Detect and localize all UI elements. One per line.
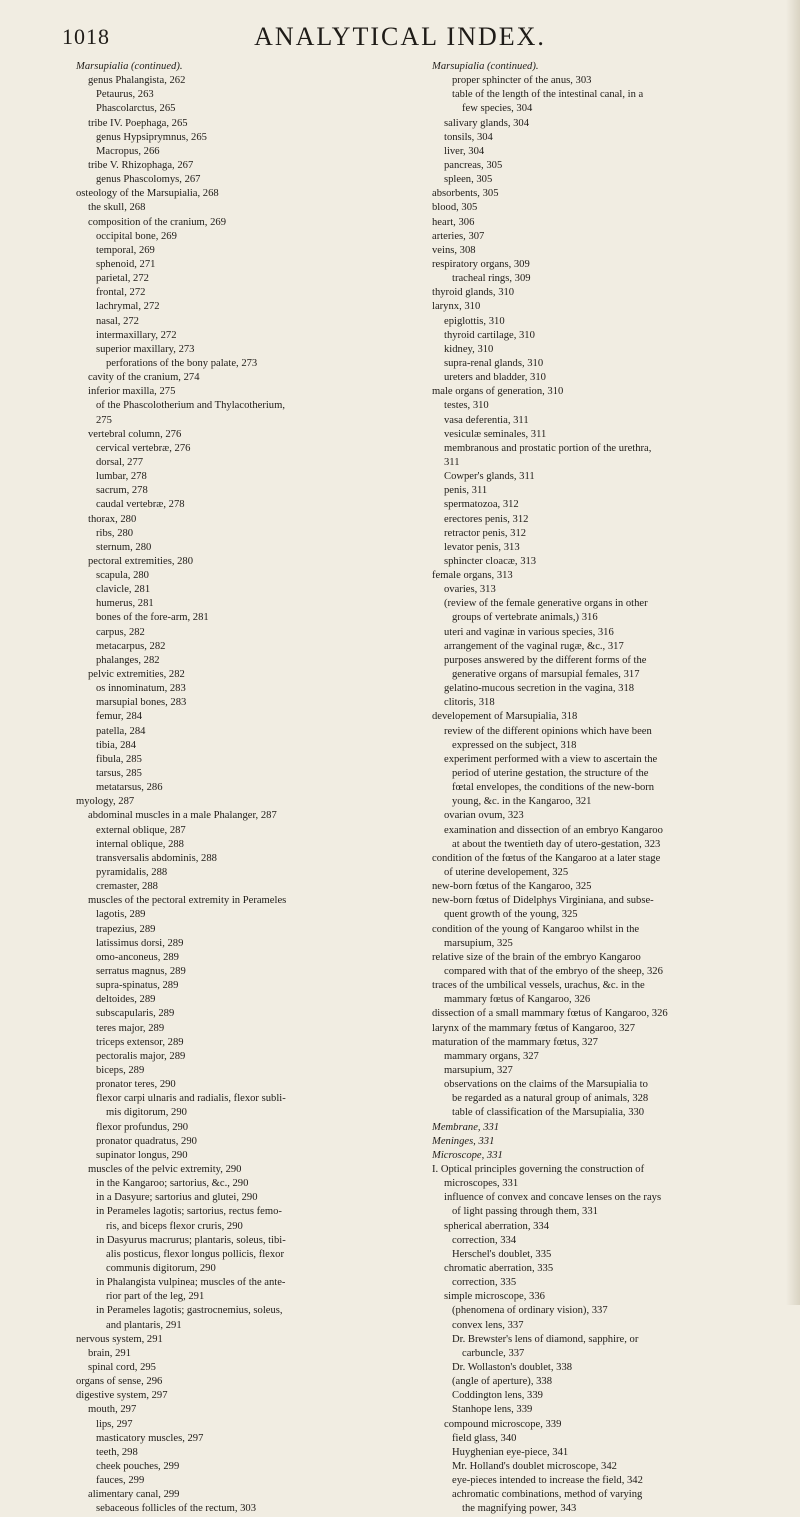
right-column (432, 60, 782, 1516)
index-entry: trapezius, 289 (96, 923, 156, 935)
index-entry: caudal vertebræ, 278 (96, 499, 185, 511)
index-entry: abdominal muscles in a male Phalanger, 287 (88, 810, 277, 822)
index-entry: cervical vertebræ, 276 (96, 442, 191, 454)
index-entry: supinator longus, 290 (96, 1149, 188, 1161)
index-entry: condition of the fœtus of the Kangaroo at a later stage (432, 852, 661, 864)
index-entry: of uterine developement, 325 (444, 867, 569, 879)
index-entry: ris, and biceps flexor cruris, 290 (106, 1220, 243, 1232)
index-entry: uteri and vaginæ in various species, 316 (444, 626, 614, 638)
index-entry: male organs of generation, 310 (432, 386, 564, 398)
index-entry: Marsupialia (continued). (432, 61, 539, 72)
index-entry: spinal cord, 295 (88, 1361, 156, 1373)
index-entry: metacarpus, 282 (96, 640, 166, 652)
index-entry: Stanhope lens, 339 (452, 1404, 533, 1416)
index-entry: Membrane, 331 (432, 1121, 500, 1133)
index-entry: salivary glands, 304 (444, 117, 530, 129)
index-entry: mouth, 297 (88, 1404, 137, 1416)
index-entry: os innominatum, 283 (96, 683, 186, 695)
index-entry: nervous system, 291 (76, 1333, 163, 1345)
index-entry: new-born fœtus of the Kangaroo, 325 (432, 881, 592, 893)
page-number: 1018 (62, 24, 110, 49)
index-entry: few species, 304 (462, 103, 533, 115)
index-entry: perforations of the bony palate, 273 (106, 357, 258, 369)
index-entry: pyramidalis, 288 (96, 867, 168, 879)
index-entry: respiratory organs, 309 (432, 258, 530, 270)
index-entry: chromatic aberration, 335 (444, 1262, 554, 1274)
index-entry: transversalis abdominis, 288 (96, 852, 217, 864)
index-entry: thorax, 280 (88, 513, 137, 525)
index-entry: compound microscope, 339 (444, 1418, 562, 1430)
index-entry: new-born fœtus of Didelphys Virginiana, and subse- (432, 895, 654, 907)
index-entry: superior maxillary, 273 (96, 343, 195, 355)
index-entry: dorsal, 277 (96, 456, 144, 468)
index-entry: tribe IV. Poephaga, 265 (88, 117, 188, 129)
index-entry: subscapularis, 289 (96, 1008, 175, 1020)
index-entry: lagotis, 289 (96, 909, 146, 921)
index-entry: cheek pouches, 299 (96, 1460, 180, 1472)
index-entry: compared with that of the embryo of the sheep, 326 (444, 966, 663, 977)
index-entry: Microscope, 331 (432, 1149, 503, 1161)
index-entry: Petaurus, 263 (96, 89, 154, 101)
index-entry: blood, 305 (432, 202, 478, 214)
index-entry: pronator quadratus, 290 (96, 1135, 197, 1147)
index-entry: influence of convex and concave lenses on the rays (444, 1192, 662, 1204)
page-header (0, 14, 800, 54)
index-entry: genus Phalangista, 262 (88, 75, 186, 87)
index-entry: Meninges, 331 (432, 1135, 495, 1147)
index-entry: muscles of the pelvic extremity, 290 (88, 1163, 242, 1175)
index-entry: pancreas, 305 (444, 159, 503, 171)
index-entry: Herschel's doublet, 335 (452, 1248, 552, 1260)
index-entry: scapula, 280 (96, 570, 149, 582)
index-entry: Macropus, 266 (96, 145, 160, 157)
index-entry: clavicle, 281 (96, 584, 151, 596)
index-entry: Cowper's glands, 311 (444, 471, 535, 483)
index-entry: condition of the young of Kangaroo whilst in the (432, 923, 640, 935)
index-entry: liver, 304 (444, 145, 485, 157)
index-entry: convex lens, 337 (452, 1319, 524, 1331)
index-entry: simple microscope, 336 (444, 1291, 545, 1303)
index-entry: of light passing through them, 331 (452, 1206, 598, 1218)
index-entry: field glass, 340 (452, 1432, 517, 1444)
index-entry: membranous and prostatic portion of the urethra, (444, 442, 652, 454)
index-entry: temporal, 269 (96, 244, 155, 256)
index-entry: and plantaris, 291 (106, 1319, 182, 1331)
index-entry: young, &c. in the Kangaroo, 321 (452, 796, 592, 808)
index-entry: tibia, 284 (96, 739, 137, 751)
index-entry: in Dasyurus macrurus; plantaris, soleus, tibi- (96, 1234, 286, 1246)
index-entry: frontal, 272 (96, 287, 146, 299)
index-entry: bones of the fore-arm, 281 (96, 612, 209, 624)
index-entry: be regarded as a natural group of animals, 328 (452, 1093, 649, 1105)
index-entry: 275 (96, 414, 112, 426)
index-entry: spleen, 305 (444, 174, 493, 186)
index-entry: Dr. Brewster's lens of diamond, sapphire, or (452, 1333, 639, 1345)
index-entry: absorbents, 305 (432, 188, 499, 200)
index-entry: fauces, 299 (96, 1475, 145, 1487)
index-entry: in a Dasyure; sartorius and glutei, 290 (96, 1192, 258, 1204)
index-entry: flexor profundus, 290 (96, 1121, 189, 1133)
index-entry: fœtal envelopes, the conditions of the new-born (452, 782, 655, 794)
index-entry: achromatic combinations, method of varying (452, 1489, 643, 1501)
index-entry: (angle of aperture), 338 (452, 1376, 553, 1388)
index-entry: thyroid glands, 310 (432, 287, 515, 299)
index-entry: tonsils, 304 (444, 131, 493, 143)
index-entry: deltoides, 289 (96, 994, 156, 1006)
index-entry: arrangement of the vaginal rugæ, &c., 317 (444, 640, 624, 652)
index-entry: vertebral column, 276 (88, 428, 182, 440)
index-entry: ovaries, 313 (444, 584, 496, 596)
index-entry: (phenomena of ordinary vision), 337 (452, 1305, 608, 1317)
index-entry: humerus, 281 (96, 598, 154, 610)
index-entry: experiment performed with a view to ascertain the (444, 753, 658, 765)
index-entry: intermaxillary, 272 (96, 329, 177, 341)
index-entry: marsupial bones, 283 (96, 697, 187, 709)
index-entry: ovarian ovum, 323 (444, 810, 524, 822)
index-entry: spermatozoa, 312 (444, 499, 519, 511)
index-entry: purposes answered by the different forms of the (444, 654, 647, 666)
index-entry: tracheal rings, 309 (452, 273, 531, 285)
index-entry: the magnifying power, 343 (462, 1503, 577, 1515)
left-column (76, 60, 416, 1516)
page-edge (786, 0, 800, 1305)
index-entry: in Perameles lagotis; sartorius, rectus femo- (96, 1206, 282, 1218)
index-entry: muscles of the pectoral extremity in Perameles (88, 895, 287, 907)
index-entry: sphenoid, 271 (96, 258, 156, 270)
index-entry: erectores penis, 312 (444, 513, 529, 525)
index-entry: proper sphincter of the anus, 303 (452, 75, 592, 87)
index-entry: ureters and bladder, 310 (444, 372, 546, 384)
index-entry: observations on the claims of the Marsupialia to (444, 1079, 648, 1091)
index-entry: expressed on the subject, 318 (452, 739, 577, 751)
index-entry: table of classification of the Marsupialia, 330 (452, 1107, 645, 1119)
index-entry: developement of Marsupialia, 318 (432, 711, 578, 723)
index-entry: composition of the cranium, 269 (88, 216, 226, 228)
index-entry: sebaceous follicles of the rectum, 303 (96, 1503, 257, 1515)
index-entry: veins, 308 (432, 244, 476, 256)
index-entry: spherical aberration, 334 (444, 1220, 550, 1232)
index-entry: Huyghenian eye-piece, 341 (452, 1446, 569, 1458)
index-entry: osteology of the Marsupialia, 268 (76, 188, 219, 200)
index-entry: metatarsus, 286 (96, 782, 163, 794)
index-entry: female organs, 313 (432, 570, 513, 582)
index-entry: pronator teres, 290 (96, 1079, 176, 1091)
index-entry: 311 (444, 456, 460, 468)
index-entry: eye-pieces intended to increase the field, 342 (452, 1475, 643, 1487)
index-entry: brain, 291 (88, 1347, 131, 1359)
index-entry: femur, 284 (96, 711, 143, 723)
index-entry: masticatory muscles, 297 (96, 1432, 204, 1444)
index-entry: mammary organs, 327 (444, 1050, 539, 1062)
index-entry: cavity of the cranium, 274 (88, 372, 200, 384)
index-entry: testes, 310 (444, 400, 489, 412)
index-entry: the skull, 268 (88, 202, 146, 214)
index-entry: teres major, 289 (96, 1022, 165, 1034)
index-entry: supra-renal glands, 310 (444, 357, 544, 369)
index-entry: internal oblique, 288 (96, 838, 184, 850)
index-entry: thyroid cartilage, 310 (444, 329, 535, 341)
index-entry: pelvic extremities, 282 (88, 669, 185, 681)
index-entry: occipital bone, 269 (96, 230, 177, 242)
index-entry: parietal, 272 (96, 273, 149, 285)
index-entry: mis digitorum, 290 (106, 1107, 187, 1119)
index-entry: sacrum, 278 (96, 485, 148, 497)
index-entry: in Phalangista vulpinea; muscles of the ante- (96, 1277, 286, 1289)
page-title: ANALYTICAL INDEX. (254, 22, 546, 51)
index-entry: I. Optical principles governing the construction of (432, 1163, 645, 1175)
index-entry: nasal, 272 (96, 315, 139, 327)
index-entry: patella, 284 (96, 725, 146, 737)
index-entry: Dr. Wollaston's doublet, 338 (452, 1361, 573, 1373)
index-entry: dissection of a small mammary fœtus of Kangaroo, 326 (432, 1008, 668, 1020)
index-entry: tribe V. Rhizophaga, 267 (88, 159, 194, 171)
index-entry: relative size of the brain of the embryo Kangaroo (432, 951, 641, 963)
index-entry: rior part of the leg, 291 (106, 1291, 205, 1303)
index-entry: groups of vertebrate animals,) 316 (452, 612, 598, 624)
index-entry: digestive system, 297 (76, 1390, 168, 1402)
index-entry: serratus magnus, 289 (96, 966, 186, 977)
index-entry: external oblique, 287 (96, 824, 186, 836)
index-entry: traces of the umbilical vessels, urachus, &c. in the (432, 980, 645, 992)
index-entry: in the Kangaroo; sartorius, &c., 290 (96, 1178, 249, 1190)
index-entry: marsupium, 327 (444, 1064, 513, 1076)
index-entry: pectoralis major, 289 (96, 1050, 186, 1062)
index-entry: arteries, 307 (432, 230, 485, 242)
index-entry: fibula, 285 (96, 753, 142, 765)
index-entry: correction, 335 (452, 1277, 517, 1289)
index-entry: quent growth of the young, 325 (444, 909, 578, 921)
index-entry: penis, 311 (444, 485, 488, 497)
index-entry: alimentary canal, 299 (88, 1489, 180, 1501)
index-entry: lumbar, 278 (96, 471, 147, 483)
index-entry: genus Phascolomys, 267 (96, 174, 201, 186)
index-entry: vesiculæ seminales, 311 (444, 428, 547, 440)
index-entry: lips, 297 (96, 1418, 133, 1430)
index-entry: lachrymal, 272 (96, 301, 160, 313)
index-entry: heart, 306 (432, 216, 475, 228)
index-entry: flexor carpi ulnaris and radialis, flexor subli- (96, 1093, 286, 1105)
index-entry: Mr. Holland's doublet microscope, 342 (452, 1460, 617, 1472)
index-entry: period of uterine gestation, the structure of the (452, 768, 649, 780)
index-entry: retractor penis, 312 (444, 527, 527, 539)
index-entry: omo-anconeus, 289 (96, 951, 179, 963)
index-entry: clitoris, 318 (444, 697, 495, 709)
index-entry: triceps extensor, 289 (96, 1036, 184, 1048)
index-entry: tarsus, 285 (96, 768, 142, 780)
index-entry: carbuncle, 337 (462, 1347, 525, 1359)
index-entry: in Perameles lagotis; gastrocnemius, soleus, (96, 1305, 283, 1317)
index-entry: carpus, 282 (96, 626, 145, 638)
index-entry: correction, 334 (452, 1234, 517, 1246)
index-entry: communis digitorum, 290 (106, 1262, 216, 1274)
index-entry: examination and dissection of an embryo Kangaroo (444, 824, 663, 836)
index-entry: supra-spinatus, 289 (96, 980, 179, 992)
index-entry: marsupium, 325 (444, 937, 513, 949)
index-entry: table of the length of the intestinal canal, in a (452, 89, 644, 101)
index-entry: epiglottis, 310 (444, 315, 505, 327)
index-entry: mammary fœtus of Kangaroo, 326 (444, 994, 591, 1006)
index-entry: (review of the female generative organs in other (444, 598, 648, 610)
index-entry: at about the twentieth day of utero-gestation, 323 (452, 838, 661, 850)
index-entry: genus Hypsiprymnus, 265 (96, 131, 207, 143)
index-entry: generative organs of marsupial females, 317 (452, 669, 640, 681)
index-entry: phalanges, 282 (96, 654, 160, 666)
index-entry: pectoral extremities, 280 (88, 555, 194, 567)
index-entry: sphincter cloacæ, 313 (444, 555, 537, 567)
index-entry: larynx of the mammary fœtus of Kangaroo, 327 (432, 1022, 635, 1034)
index-entry: microscopes, 331 (444, 1178, 519, 1190)
index-entry: kidney, 310 (444, 343, 494, 355)
index-entry: Phascolarctus, 265 (96, 103, 176, 115)
index-entry: biceps, 289 (96, 1064, 145, 1076)
index-entry: organs of sense, 296 (76, 1376, 163, 1388)
index-entry: inferior maxilla, 275 (88, 386, 176, 398)
index-entry: alis posticus, flexor longus pollicis, flexor (106, 1248, 285, 1260)
index-entry: sternum, 280 (96, 541, 152, 553)
index-entry: Marsupialia (continued). (76, 61, 183, 72)
index-entry: review of the different opinions which have been (444, 725, 652, 737)
index-entry: myology, 287 (76, 796, 135, 808)
index-entry: teeth, 298 (96, 1446, 138, 1458)
index-entry: maturation of the mammary fœtus, 327 (432, 1036, 598, 1048)
index-entry: levator penis, 313 (444, 541, 520, 553)
index-entry: ribs, 280 (96, 527, 134, 539)
index-entry: of the Phascolotherium and Thylacotherium, (96, 400, 285, 412)
index-entry: larynx, 310 (432, 301, 481, 313)
index-entry: gelatino-mucous secretion in the vagina, 318 (444, 683, 635, 695)
index-entry: latissimus dorsi, 289 (96, 937, 184, 949)
index-entry: Coddington lens, 339 (452, 1390, 543, 1402)
index-entry: vasa deferentia, 311 (444, 414, 529, 426)
index-entry: cremaster, 288 (96, 881, 158, 893)
